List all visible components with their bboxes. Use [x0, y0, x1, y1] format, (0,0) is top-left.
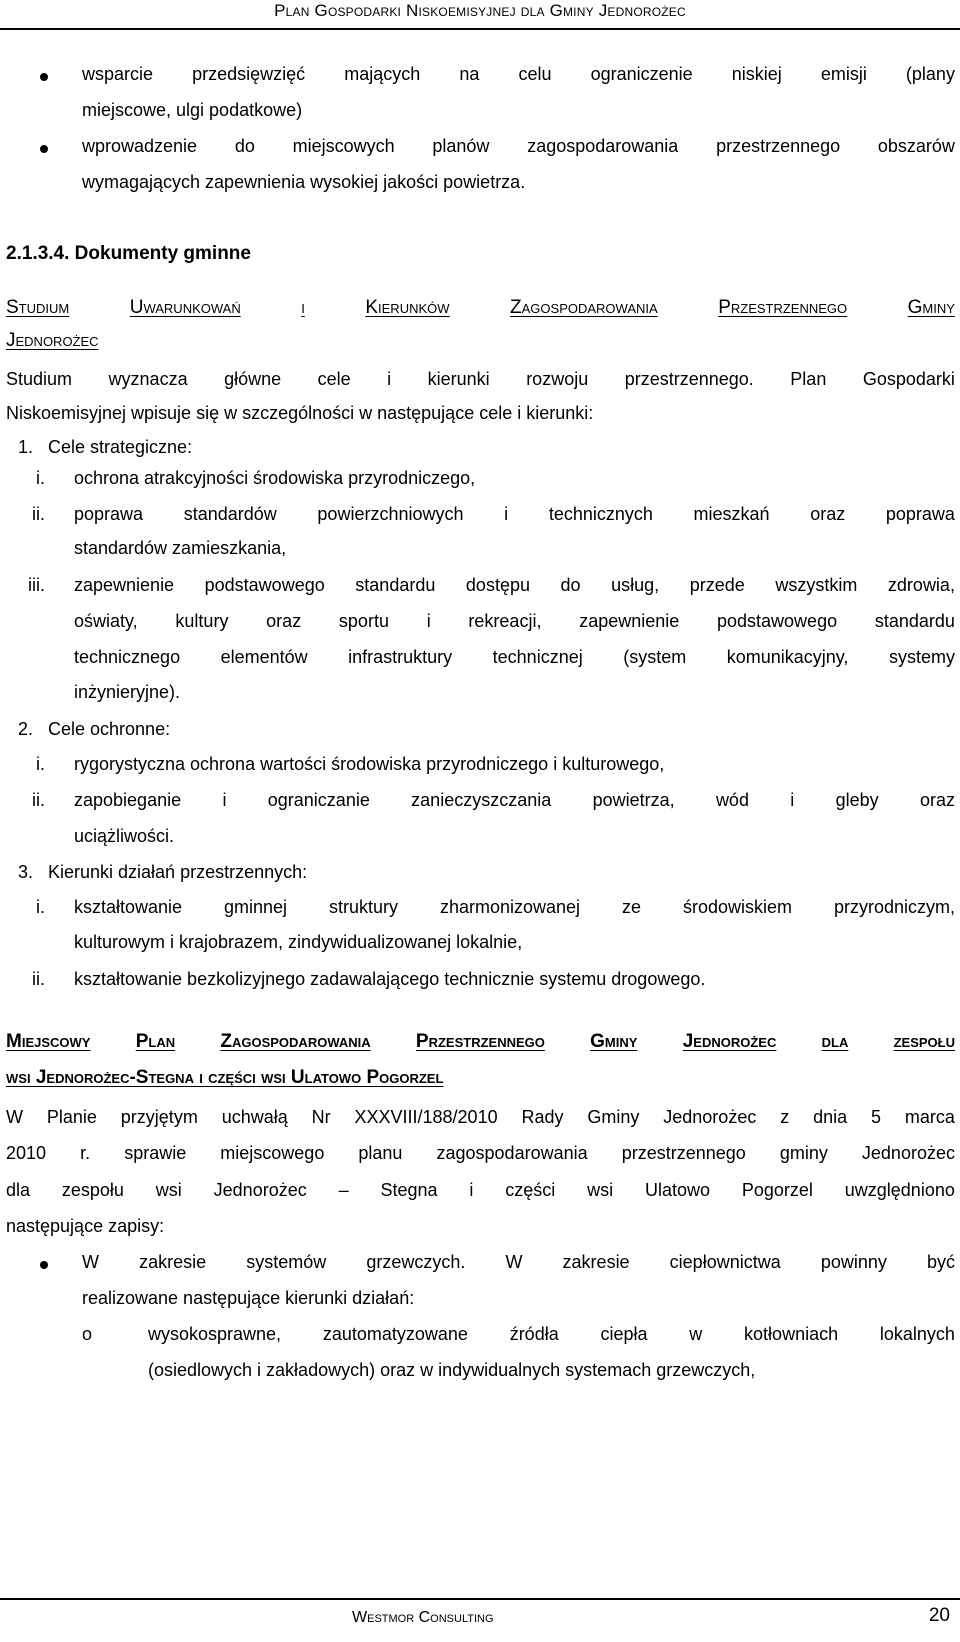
goal-number: 1.: [18, 437, 34, 457]
word: Rady: [521, 1107, 564, 1127]
word: (plany: [905, 64, 955, 84]
word: lokalnych: [879, 1324, 955, 1344]
text-line: (osiedlowych i zakładowych) oraz w indywidualnych systemach grzewczych,: [148, 1360, 756, 1380]
text-line: inżynieryjne).: [74, 682, 181, 702]
word: W: [6, 1107, 23, 1127]
word: i: [504, 504, 509, 524]
goal-label: Cele strategiczne:: [48, 437, 193, 457]
word: technicznego: [74, 647, 181, 667]
word: i: [790, 790, 795, 810]
justified-line: [6, 1105, 955, 1129]
word: mających: [344, 64, 421, 84]
justified-line: [74, 895, 955, 919]
word: Przestrzennego: [415, 1031, 545, 1052]
word: komunikacyjny,: [726, 647, 849, 667]
word: powinny: [820, 1252, 887, 1272]
word: Uwarunkowań: [129, 297, 241, 318]
text-line: Niskoemisyjnej wpisuje się w szczególności w następujące cele i kierunki:: [6, 403, 594, 423]
justified-line: [74, 645, 955, 669]
word: zapobieganie: [74, 790, 182, 810]
word: do: [234, 136, 255, 156]
word: zagospodarowania: [527, 136, 679, 156]
item-number: i.: [36, 468, 45, 488]
word: planów: [432, 136, 490, 156]
footer-rule: [0, 1598, 960, 1600]
word: przestrzennego.: [624, 369, 754, 389]
justified-line: [74, 609, 955, 633]
bullet-icon: [40, 145, 48, 153]
word: Gminy: [587, 1107, 640, 1127]
word: podstawowego: [717, 611, 838, 631]
word: zdrowia,: [887, 575, 955, 595]
word: przede: [689, 575, 745, 595]
word: sportu: [338, 611, 389, 631]
word: dostępu: [465, 575, 530, 595]
word: Nr: [311, 1107, 331, 1127]
word: gminnej: [224, 897, 288, 917]
word: kierunki: [427, 369, 490, 389]
word: Jednorożec: [213, 1180, 307, 1200]
word: wsparcie: [82, 64, 154, 84]
studium-heading-line: [6, 296, 955, 320]
justified-line: [82, 134, 955, 158]
word: źródła: [509, 1324, 559, 1344]
text-line: wymagających zapewnienia wysokiej jakości powietrza.: [82, 172, 526, 192]
word: wyznacza: [108, 369, 188, 389]
word: i: [301, 297, 305, 318]
word: sprawie: [124, 1143, 187, 1163]
word: elementów: [220, 647, 308, 667]
word: części: [505, 1180, 556, 1200]
word: Studium: [6, 297, 70, 318]
word: dla: [821, 1031, 849, 1052]
item-number: ii.: [32, 504, 45, 524]
word: Plan: [790, 369, 827, 389]
word: Planie: [46, 1107, 97, 1127]
word: miejscowych: [292, 136, 395, 156]
goal-label: Cele ochronne:: [48, 719, 171, 739]
goal-label: Kierunki działań przestrzennych:: [48, 862, 308, 882]
text-line: ochrona atrakcyjności środowiska przyrodniczego,: [74, 468, 476, 488]
word: usług,: [611, 575, 660, 595]
word: ciepłownictwa: [669, 1252, 781, 1272]
word: środowiskiem: [682, 897, 793, 917]
word: wysokosprawne,: [148, 1324, 282, 1344]
word: z: [780, 1107, 790, 1127]
word: 2010: [6, 1143, 47, 1163]
word: oraz: [810, 504, 846, 524]
justified-line: [82, 62, 955, 86]
text-line: kulturowym i krajobrazem, zindywidualizowanej lokalnie,: [74, 932, 523, 952]
word: poprawa: [74, 504, 144, 524]
word: ograniczanie: [267, 790, 370, 810]
page-number: 20: [928, 1605, 950, 1626]
word: zagospodarowania: [436, 1143, 588, 1163]
word: gleby: [835, 790, 879, 810]
section-heading: [6, 242, 251, 266]
word: mieszkań: [693, 504, 770, 524]
word: dnia: [813, 1107, 848, 1127]
word: Gospodarki: [862, 369, 955, 389]
word: r.: [80, 1143, 91, 1163]
word: zautomatyzowane: [322, 1324, 468, 1344]
item-number: ii.: [32, 969, 45, 989]
justified-line: [6, 1141, 955, 1165]
word: do: [560, 575, 581, 595]
word: i: [426, 611, 431, 631]
word: Stegna: [380, 1180, 438, 1200]
word: w: [689, 1324, 703, 1344]
word: –: [338, 1180, 349, 1200]
word: i: [387, 369, 392, 389]
header-rule: [0, 28, 960, 30]
word: niskiej: [731, 64, 782, 84]
word: przyrodniczym,: [833, 897, 955, 917]
word: zharmonizowanej: [439, 897, 581, 917]
item-number: ii.: [32, 790, 45, 810]
word: dla: [6, 1180, 31, 1200]
word: Jednorożec: [682, 1031, 777, 1052]
text-line: kształtowanie bezkolizyjnego zadawalającego technicznie systemu drogowego.: [74, 969, 706, 989]
word: rozwoju: [526, 369, 589, 389]
word: na: [459, 64, 480, 84]
justified-line: [74, 788, 955, 812]
word: Gminy: [590, 1031, 638, 1052]
word: powietrza,: [592, 790, 675, 810]
word: emisji: [820, 64, 867, 84]
word: (system: [623, 647, 687, 667]
word: standardów: [183, 504, 277, 524]
word: wprowadzenie: [82, 136, 198, 156]
justified-line: [74, 573, 955, 597]
word: uwzględniono: [844, 1180, 955, 1200]
word: cele: [317, 369, 351, 389]
word: być: [926, 1252, 955, 1272]
word: celu: [518, 64, 552, 84]
word: technicznej: [492, 647, 583, 667]
word: zakresie: [139, 1252, 207, 1272]
word: infrastruktury: [348, 647, 453, 667]
justified-line: [6, 1178, 955, 1202]
word: przedsięwzięć: [192, 64, 306, 84]
word: rekreacji,: [468, 611, 542, 631]
word: W: [505, 1252, 523, 1272]
item-number: iii.: [28, 575, 45, 595]
word: uchwałą: [221, 1107, 288, 1127]
text-line: następujące zapisy:: [6, 1216, 165, 1236]
word: przestrzennego: [716, 136, 841, 156]
word: zespołu: [893, 1031, 955, 1052]
word: kotłowniach: [744, 1324, 839, 1344]
word: struktury: [329, 897, 399, 917]
word: ciepła: [600, 1324, 648, 1344]
word: oświaty,: [74, 611, 138, 631]
bullet-icon: [40, 1261, 48, 1269]
justified-line: [74, 502, 955, 526]
word: zespołu: [61, 1180, 124, 1200]
running-header: Plan Gospodarki Niskoemisyjnej dla Gminy Jednorożec: [274, 1, 686, 20]
word: technicznych: [548, 504, 653, 524]
mpzp-heading-line: [6, 1030, 955, 1054]
word: Studium: [6, 369, 73, 389]
word: ograniczenie: [590, 64, 693, 84]
word: planu: [358, 1143, 403, 1163]
word: Ulatowo: [644, 1180, 710, 1200]
word: ze: [622, 897, 642, 917]
word: podstawowego: [204, 575, 325, 595]
word: Miejscowy: [6, 1031, 91, 1052]
text-line: rygorystyczna ochrona wartości środowiska przyrodniczego i kulturowego,: [74, 754, 665, 774]
word: 5: [870, 1107, 881, 1127]
word: Zagospodarowania: [220, 1031, 371, 1052]
word: systemów: [246, 1252, 327, 1272]
goal-number: 3.: [18, 862, 34, 882]
word: kształtowanie: [74, 897, 183, 917]
word: Pogorzel: [741, 1180, 813, 1200]
word: standardu: [355, 575, 436, 595]
word: systemy: [888, 647, 955, 667]
text-line: standardów zamieszkania,: [74, 538, 287, 558]
justified-line: [82, 1250, 955, 1274]
word: Plan: [135, 1031, 176, 1052]
word: standardu: [874, 611, 955, 631]
word: zakresie: [562, 1252, 630, 1272]
word: zanieczyszczania: [411, 790, 552, 810]
word: powierzchniowych: [317, 504, 464, 524]
word: poprawa: [885, 504, 955, 524]
word: przyjętym: [120, 1107, 198, 1127]
word: oraz: [919, 790, 955, 810]
word: Jednorożec: [663, 1107, 757, 1127]
word: Gminy: [907, 297, 955, 318]
word: Jednorożec: [861, 1143, 955, 1163]
word: wód: [715, 790, 749, 810]
studium-heading-line: Jednorożec: [6, 330, 99, 351]
word: i: [469, 1180, 474, 1200]
word: Zagospodarowania: [510, 297, 658, 318]
text-line: miejscowe, ulgi podatkowe): [82, 100, 303, 120]
justified-line: [148, 1322, 955, 1346]
word: obszarów: [877, 136, 955, 156]
word: XXXVIII/188/2010: [354, 1107, 498, 1127]
text-line: realizowane następujące kierunki działań:: [82, 1288, 415, 1308]
footer-company: Westmor Consulting: [352, 1609, 494, 1626]
word: główne: [224, 369, 282, 389]
circle-bullet-icon: o: [82, 1324, 93, 1344]
word: wszystkim: [775, 575, 858, 595]
word: miejscowego: [220, 1143, 325, 1163]
word: grzewczych.: [366, 1252, 466, 1272]
item-number: i.: [36, 754, 45, 774]
bullet-icon: [40, 73, 48, 81]
text-line: uciążliwości.: [74, 826, 175, 846]
word: kultury: [175, 611, 229, 631]
word: zapewnienie: [74, 575, 175, 595]
word: marca: [904, 1107, 955, 1127]
mpzp-heading-line: wsi Jednorożec-Stegna i części wsi Ulatowo Pogorzel: [6, 1067, 444, 1088]
word: oraz: [266, 611, 302, 631]
word: gminy: [779, 1143, 828, 1163]
word: Kierunków: [365, 297, 450, 318]
word: Przestrzennego: [718, 297, 848, 318]
item-number: i.: [36, 897, 45, 917]
section-title: Dokumenty gminne: [74, 243, 251, 264]
word: wsi: [155, 1180, 182, 1200]
justified-line: [6, 367, 955, 391]
word: zapewnienie: [579, 611, 680, 631]
word: wsi: [587, 1180, 614, 1200]
word: przestrzennego: [621, 1143, 746, 1163]
word: i: [222, 790, 227, 810]
goal-number: 2.: [18, 719, 34, 739]
section-number: 2.1.3.4.: [6, 243, 70, 264]
word: W: [82, 1252, 99, 1272]
